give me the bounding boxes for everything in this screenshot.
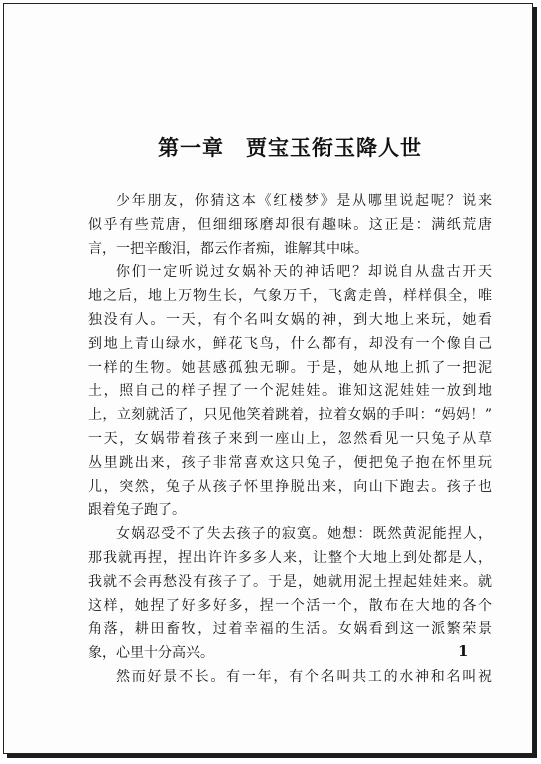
page-content (88, 4, 492, 753)
paragraph-1 (88, 190, 492, 261)
text-line: 丛里跳出来，孩子非常喜欢这只兔子，便把兔子抱在怀里玩 (88, 454, 492, 471)
text-line: 你们一定听说过女娲补天的神话吧？却说自从盘古开天 (116, 264, 492, 281)
paragraph-2 (88, 261, 492, 523)
body-text (88, 190, 492, 690)
text-line: 上，立刻就活了，只见他笑着跳着，拉着女娲的手叫：“妈妈！” (88, 407, 492, 424)
text-line: 地之后，地上万物生长，气象万千，飞禽走兽，样样俱全，唯 (88, 288, 492, 305)
text-line: 这样，她捏了好多好多，捏一个活一个，散布在大地的各个 (88, 597, 492, 614)
text-line: 独没有人。一天，有个名叫女娲的神，到大地上来玩，她看 (88, 311, 492, 328)
chapter-title: 第一章 贾宝玉衔玉降人世 (158, 135, 422, 160)
text-line: 似乎有些荒唐，但细细琢磨却很有趣味。这正是：满纸荒唐 (88, 216, 492, 233)
text-line: 一天，女娲带着孩子来到一座山上，忽然看见一只兔子从草 (88, 430, 492, 447)
paragraph-4 (88, 666, 492, 690)
text-line: 土，照自己的样子捏了一个泥娃娃。谁知这泥娃娃一放到地 (88, 383, 492, 400)
paragraph-3 (88, 523, 492, 666)
text-line: 跟着兔子跑了。 (88, 502, 186, 519)
text-line: 到地上青山绿水，鲜花飞鸟，什么都有，却没有一个像自己 (88, 335, 492, 352)
text-line: 言，一把辛酸泪，都云作者痴，谁解其中味。 (88, 240, 368, 257)
scanned-page (3, 3, 533, 754)
text-line: 女娲忍受不了失去孩子的寂寞。她想：既然黄泥能捏人， (116, 526, 492, 543)
text-line: 那我就再捏，捏出许许多多人来，让整个大地上到处都是人， (88, 549, 492, 566)
text-line: 然而好景不长。有一年，有个名叫共工的水神和名叫祝 (116, 668, 492, 685)
page-number: 1 (458, 642, 469, 660)
text-line: 少年朋友，你猜这本《红楼梦》是从哪里说起呢？说来 (116, 193, 492, 209)
text-line: 儿，突然，兔子从孩子怀里挣脱出来，向山下跑去。孩子也 (88, 478, 492, 495)
text-line: 象，心里十分高兴。 (88, 645, 214, 662)
text-line: 我就不会再愁没有孩子了。于是，她就用泥土捏起娃娃来。就 (88, 573, 492, 590)
text-line: 一样的生物。她甚感孤独无聊。于是，她从地上抓了一把泥 (88, 359, 492, 376)
text-line: 角落，耕田畜牧，过着幸福的生活。女娲看到这一派繁荣景 (88, 621, 492, 638)
